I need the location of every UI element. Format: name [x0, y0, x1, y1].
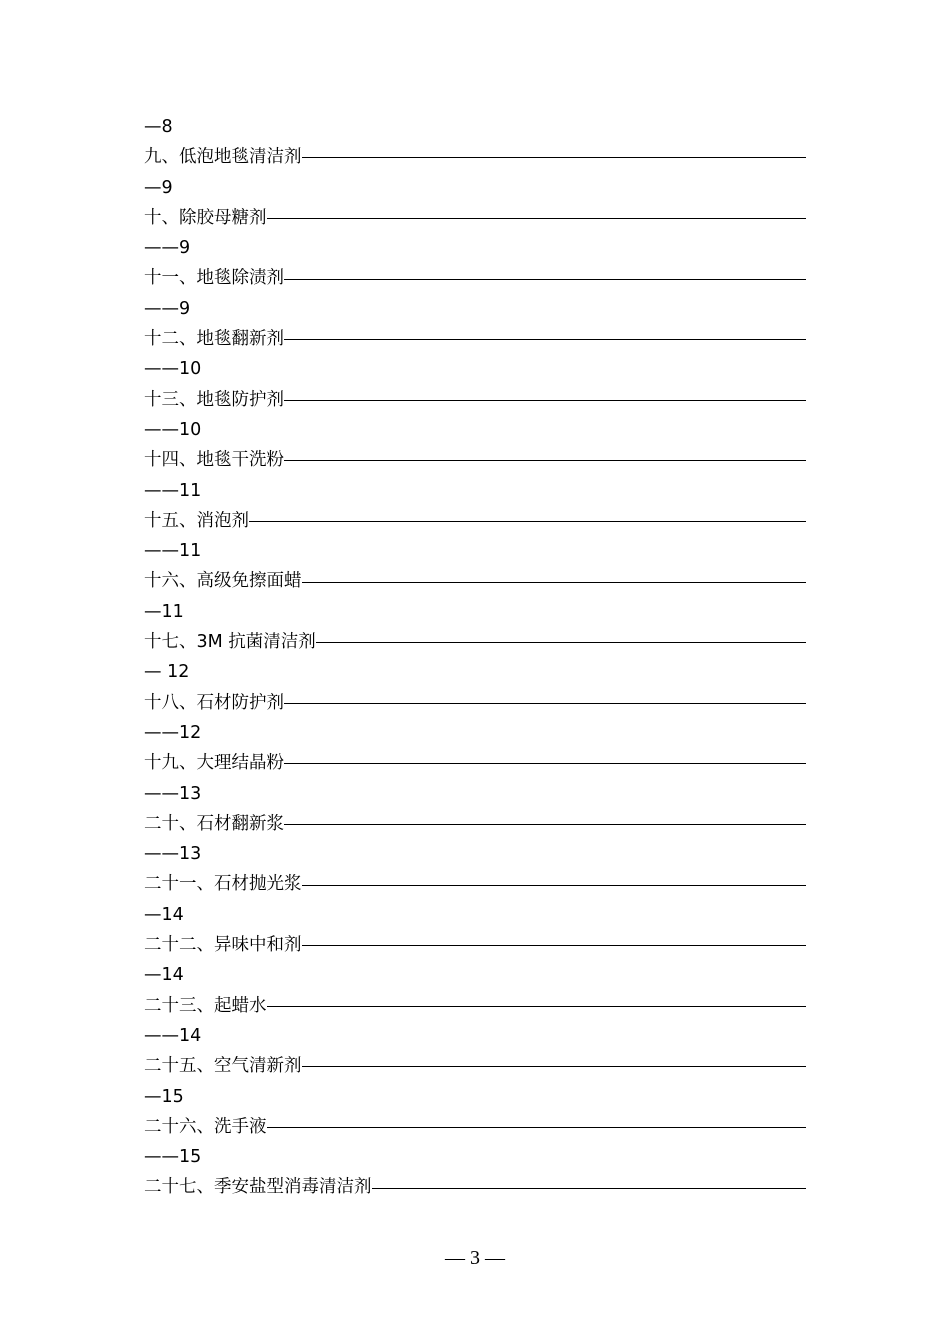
toc-entry-label: 十二、地毯翻新剂	[144, 329, 284, 350]
toc-entry-title	[144, 991, 806, 1021]
toc-entry-label: 十六、高级免擦面蜡	[144, 571, 302, 592]
toc-entry-page: ——10	[144, 359, 202, 380]
toc-entry-page: ——9	[144, 238, 191, 259]
toc-entry-page: —14	[144, 965, 184, 986]
toc-entry-label: 十七、3M 抗菌清洁剂	[144, 632, 316, 653]
toc-entry-page: ——11	[144, 480, 202, 501]
toc-entry-title	[144, 445, 806, 475]
toc-leader-line	[284, 703, 806, 704]
toc-entry-label: 十三、地毯防护剂	[144, 389, 284, 410]
toc-entry-label: 九、低泡地毯清洁剂	[144, 147, 302, 168]
toc-entry-page: —9	[144, 177, 173, 198]
toc-entry-title	[144, 263, 806, 293]
toc-leader-line	[316, 642, 806, 643]
toc-entry-title	[144, 930, 806, 960]
page-number: — 3 —	[445, 1247, 505, 1269]
toc-leader-line	[302, 945, 807, 946]
toc-leader-line	[284, 763, 806, 764]
toc-entry-label: 十、除胶母糖剂	[144, 207, 267, 228]
toc-entry-page: ——13	[144, 783, 202, 804]
toc-entry-label: 二十五、空气清新剂	[144, 1056, 302, 1077]
toc-entry-page: ——13	[144, 844, 202, 865]
toc-leader-line	[302, 1066, 807, 1067]
toc-entry-title	[144, 506, 806, 536]
toc-entry-label: 十五、消泡剂	[144, 510, 249, 531]
toc-leader-line	[267, 1006, 807, 1007]
toc-leader-line	[302, 582, 807, 583]
toc-entry-title	[144, 869, 806, 899]
toc-entry-label: 十四、地毯干洗粉	[144, 450, 284, 471]
toc-entry-page: —14	[144, 904, 184, 925]
toc-leader-line	[372, 1188, 807, 1189]
toc-page-continuation: —8	[144, 117, 173, 137]
toc-entry-title	[144, 688, 806, 718]
toc-entry-title	[144, 142, 806, 172]
toc-entry-page: ——10	[144, 419, 202, 440]
toc-leader-line	[284, 824, 806, 825]
toc-entry-title	[144, 324, 806, 354]
toc-entry-title	[144, 1051, 806, 1081]
toc-entry-title	[144, 748, 806, 778]
toc-leader-line	[284, 339, 806, 340]
toc-entry-page: ——11	[144, 541, 202, 562]
toc-entry-label: 二十三、起蜡水	[144, 995, 267, 1016]
toc-leader-line	[284, 400, 806, 401]
toc-entry-label: 十九、大理结晶粉	[144, 753, 284, 774]
toc-entry-label: 十一、地毯除渍剂	[144, 268, 284, 289]
toc-entry-title	[144, 203, 806, 233]
toc-entry-label: 二十、石材翻新浆	[144, 813, 284, 834]
toc-entry-label: 二十七、季安盐型消毒清洁剂	[144, 1177, 372, 1198]
toc-entry-title	[144, 1172, 806, 1202]
toc-entry-label: 二十一、石材抛光浆	[144, 874, 302, 895]
toc-entry-title	[144, 566, 806, 596]
toc-entry-label: 二十二、异味中和剂	[144, 935, 302, 956]
toc-entry-page: —11	[144, 601, 184, 622]
toc-entry-title	[144, 627, 806, 657]
toc-leader-line	[284, 460, 806, 461]
toc-entry-page: ——14	[144, 1025, 202, 1046]
toc-leader-line	[249, 521, 806, 522]
toc-leader-line	[302, 157, 807, 158]
toc-entry-title	[144, 809, 806, 839]
toc-entry-title	[144, 1112, 806, 1142]
toc-entry-page: — 12	[144, 662, 190, 683]
toc-entry-page: ——9	[144, 298, 191, 319]
table-of-contents	[144, 112, 806, 1203]
toc-entry-page: ——12	[144, 722, 202, 743]
toc-leader-line	[267, 218, 807, 219]
toc-leader-line	[284, 279, 806, 280]
toc-entry-page: —15	[144, 1086, 184, 1107]
toc-entry-label: 二十六、洗手液	[144, 1116, 267, 1137]
toc-entry-label: 十八、石材防护剂	[144, 692, 284, 713]
toc-leader-line	[302, 885, 807, 886]
toc-entry-title	[144, 385, 806, 415]
toc-leader-line	[267, 1127, 807, 1128]
toc-entry-page: ——15	[144, 1147, 202, 1168]
